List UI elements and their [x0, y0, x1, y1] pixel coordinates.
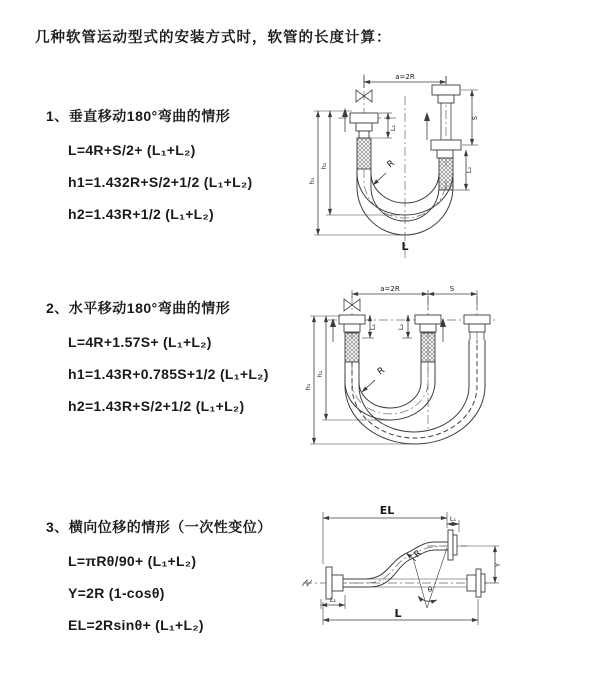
section-2-formulas [68, 326, 269, 422]
formula-line: h2=1.43R+S/2+1/2 (L₁+L₂) [68, 398, 245, 414]
radius-callout [362, 366, 387, 392]
dim-label-theta: θ [427, 586, 433, 594]
fixed-end-fitting [339, 315, 365, 362]
moving-end-fitting [431, 85, 461, 190]
hose-curves-pos2 [345, 340, 485, 444]
dim-label-h1: h₁ [308, 177, 316, 185]
dim-a-2r [352, 285, 477, 310]
braid-section [421, 333, 435, 362]
formula-line: L=πRθ/90+ (L₁+L₂) [68, 553, 197, 569]
formula-line: L=4R+1.57S+ (L₁+L₂) [68, 334, 212, 350]
moving-end-fitting-pos1 [415, 315, 441, 362]
dim-label-h2: h₂ [316, 370, 324, 378]
dim-label-l2: L₂ [397, 323, 405, 331]
dim-label-a2r: a=2R [395, 73, 415, 81]
dim-l2 [397, 315, 412, 338]
dim-l1-top [447, 515, 459, 532]
dim-label-a2r: a=2R [380, 285, 400, 293]
dim-el [323, 504, 447, 564]
movement-arrow-up [342, 108, 348, 132]
original-end-flange [467, 569, 485, 597]
dim-label-r: R [385, 158, 397, 171]
displaced-end-flange [435, 530, 457, 560]
fixed-end-fitting [350, 113, 378, 169]
section-3 [46, 517, 272, 537]
dim-l1-left [321, 595, 345, 609]
dim-label-s: S [449, 285, 455, 293]
movement-arrow-up [424, 112, 430, 140]
braid-section [345, 333, 359, 362]
dim-label-el: EL [379, 504, 395, 517]
diagram-1-vertical-move-180 [300, 66, 590, 266]
dim-label-y: Y [494, 563, 502, 567]
dim-label-l: L [394, 607, 402, 620]
diagram-3-lateral-displacement [295, 498, 595, 648]
page-title: 几种软管运动型式的安装方式时，软管的长度计算： [35, 30, 392, 46]
section-2 [46, 298, 230, 318]
formula-line: EL=2Rsinθ+ (L₁+L₂) [68, 617, 204, 633]
diagram-2-horizontal-move-180 [300, 282, 590, 467]
dim-label-r: R [375, 365, 387, 378]
formula-line: Y=2R (1-cosθ) [68, 585, 165, 601]
dim-label-h1: h₁ [304, 383, 312, 391]
dim-s [461, 90, 479, 145]
braid-section [357, 138, 371, 169]
section-3-formulas [68, 545, 204, 641]
formula-line: h1=1.43R+0.785S+1/2 (L₁+L₂) [68, 366, 269, 382]
dim-l2 [454, 150, 473, 190]
dim-label-l1: L₁ [389, 124, 397, 132]
section-2-heading: 2、水平移动180°弯曲的情形 [46, 300, 231, 316]
section-1-heading: 1、垂直移动180°弯曲的情形 [46, 108, 231, 124]
dim-label-l1: L₁ [329, 596, 337, 604]
section-1 [46, 106, 230, 126]
section-1-formulas [68, 134, 253, 230]
dim-label-l1: L₁ [369, 323, 377, 331]
dim-label-s: S [471, 115, 479, 121]
formula-line: L=4R+S/2+ (L₁+L₂) [68, 142, 196, 158]
section-3-heading: 3、横向位移的情形（一次性变位） [46, 519, 272, 535]
dim-label-l: L [401, 240, 409, 253]
dim-l [323, 599, 478, 625]
hose-s-curve [333, 542, 445, 587]
dim-label-h2: h₂ [320, 162, 328, 170]
dim-label-l1: L₁ [449, 515, 457, 523]
dim-label-l2: L₂ [465, 166, 473, 174]
radius-callout [373, 159, 397, 185]
formula-line: h1=1.432R+S/2+1/2 (L₁+L₂) [68, 174, 253, 190]
dim-label-r: R [412, 548, 424, 561]
dim-s [428, 285, 477, 294]
formula-line: h2=1.43R+1/2 (L₁+L₂) [68, 206, 215, 222]
